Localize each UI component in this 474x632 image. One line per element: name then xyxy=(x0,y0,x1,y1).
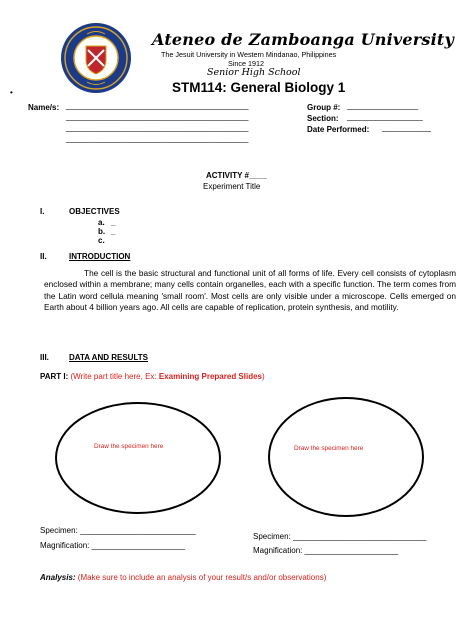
right-magnification-row xyxy=(253,546,398,555)
experiment-title: Experiment Title xyxy=(203,182,261,191)
introduction-paragraph: The cell is the basic structural and functional unit of all forms of life. Every cell consists of cytoplasm enclosed within a membrane; many cells contain organelles, each with a specific function. The term comes from the Latin word cellula meaning 'small room'. Most cells are only visible under a microscope. Cells emerged on Earth about 4 billion years ago. All cells are capable of replication, protein synthesis, and motility. xyxy=(44,268,456,313)
objective-b-text[interactable]: _ xyxy=(111,227,116,236)
activity-title: ACTIVITY #____ xyxy=(206,171,267,180)
university-seal-logo xyxy=(60,22,132,94)
objective-c-marker: c. xyxy=(98,236,105,245)
objective-a-text[interactable]: _ xyxy=(111,218,116,227)
introduction-heading: INTRODUCTION xyxy=(69,252,131,261)
date-line[interactable]: ___________ xyxy=(382,123,431,132)
name-line-1[interactable]: _________________________________________ xyxy=(66,101,249,110)
data-results-heading: DATA AND RESULTS xyxy=(69,353,148,362)
analysis-label: Analysis: xyxy=(40,573,76,582)
introduction-numeral: II. xyxy=(40,252,47,261)
group-label: Group #: xyxy=(307,103,341,112)
since-year: Since 1912 xyxy=(228,59,264,68)
left-magnification-label: Magnification: xyxy=(40,541,90,550)
left-specimen-line[interactable]: __________________________ xyxy=(80,526,196,535)
university-tagline: The Jesuit University in Western Mindanao, Philippines xyxy=(161,50,337,59)
right-specimen-line[interactable]: ______________________________ xyxy=(293,532,427,541)
section-line[interactable]: _________________ xyxy=(347,112,423,121)
school-name: Senior High School xyxy=(207,67,301,78)
bullet-mark: • xyxy=(10,88,13,97)
left-specimen-row xyxy=(40,526,196,535)
left-circle-label: Draw the specimen here xyxy=(94,443,164,450)
name-line-2[interactable]: _________________________________________ xyxy=(66,112,249,121)
name-label: Name/s: xyxy=(28,103,60,112)
section-label: Section: xyxy=(307,114,339,123)
right-specimen-circle[interactable] xyxy=(268,397,424,517)
objectives-heading: OBJECTIVES xyxy=(69,207,120,216)
right-magnification-label: Magnification: xyxy=(253,546,303,555)
left-specimen-label: Specimen: xyxy=(40,526,78,535)
course-title: STM114: General Biology 1 xyxy=(172,80,346,95)
group-line[interactable]: ________________ xyxy=(347,101,419,110)
analysis-hint: (Make sure to include an analysis of your result/s and/or observations) xyxy=(75,573,327,582)
university-name: Ateneo de Zamboanga University xyxy=(152,30,454,49)
date-label: Date Performed: xyxy=(307,125,370,134)
right-circle-label: Draw the specimen here xyxy=(294,445,364,452)
part-one-label: PART I: xyxy=(40,372,69,381)
left-magnification-row xyxy=(40,541,185,550)
left-specimen-circle[interactable] xyxy=(55,402,221,514)
part-hint-suffix: ) xyxy=(262,372,265,381)
right-magnification-line[interactable]: _____________________ xyxy=(304,546,399,555)
objectives-numeral: I. xyxy=(40,207,45,216)
objective-a-marker: a. xyxy=(98,218,105,227)
data-results-numeral: III. xyxy=(40,353,49,362)
right-specimen-label: Specimen: xyxy=(253,532,291,541)
name-line-3[interactable]: _________________________________________ xyxy=(66,123,249,132)
objective-b-marker: b. xyxy=(98,227,106,236)
part-hint-example: Examining Prepared Slides xyxy=(158,372,262,381)
part-hint-prefix: (Write part title here, Ex: xyxy=(68,372,159,381)
part-one-line xyxy=(40,372,265,381)
right-specimen-row xyxy=(253,532,427,541)
left-magnification-line[interactable]: _____________________ xyxy=(91,541,186,550)
name-line-4[interactable]: _________________________________________ xyxy=(66,134,249,143)
analysis-line xyxy=(40,573,326,582)
